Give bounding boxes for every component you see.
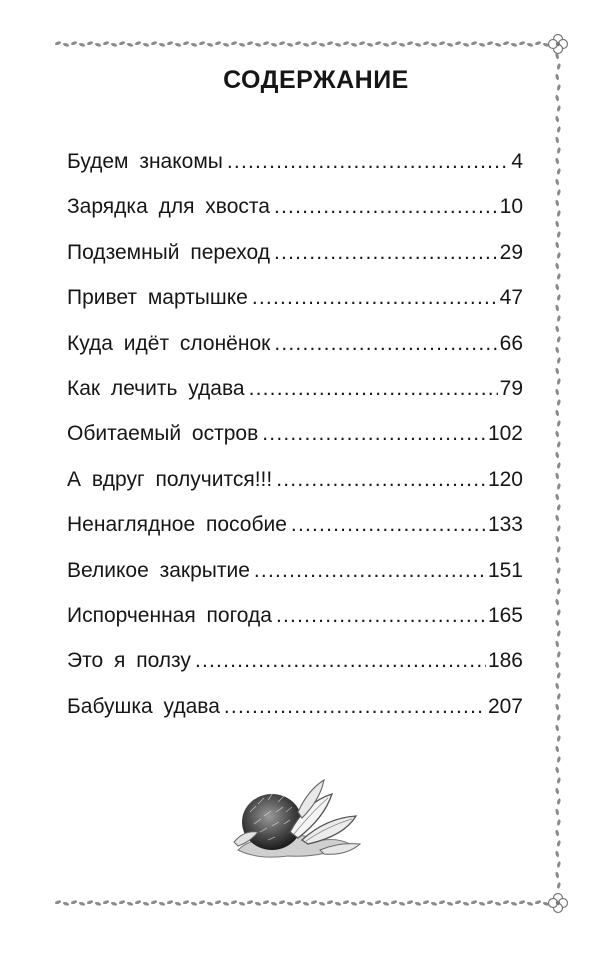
toc-entry [67,599,523,644]
toc-entry [67,644,523,689]
corner-flower-top-right-icon [549,35,568,54]
toc-entry [67,417,523,462]
toc-entry-title: Это я ползу [67,649,191,673]
toc-entry-title: Подземный переход [67,240,271,264]
toc-entry-title: Бабушка удава [67,694,220,718]
toc-entry-title: Куда идёт слонёнок [67,331,271,355]
toc-entry [67,372,523,417]
corner-flower-bottom-right-icon [549,894,568,913]
toc-entry-title: Будем знакомы [67,150,223,173]
dot-leader [276,599,486,633]
toc-entry-page-number: 79 [499,376,523,400]
dot-leader [254,554,486,588]
dot-leader [195,644,486,678]
toc-entry-page-number: 151 [487,558,523,582]
page-title: СОДЕРЖАНИЕ [223,66,409,94]
hedgehog-in-leaves-illustration [228,772,364,864]
toc-entry-title: Великое закрытие [67,558,250,582]
toc-entry-title: Зарядка для хвоста [67,195,270,219]
toc-entry-page-number: 4 [511,150,523,173]
toc-entry-page-number: 47 [499,286,523,310]
table-of-contents [67,145,523,735]
toc-entry-page-number: 29 [499,240,523,264]
toc-entry-page-number: 133 [487,513,523,537]
toc-entry [67,508,523,553]
dot-leader [274,236,498,270]
toc-entry-page-number: 120 [487,467,523,491]
toc-entry-page-number: 165 [487,603,523,627]
dot-leader [227,145,509,179]
toc-entry [67,145,523,190]
toc-entry [67,236,523,281]
toc-entry-page-number: 10 [499,195,523,219]
dot-leader [249,372,498,406]
toc-entry-title: Как лечить удава [67,376,245,400]
toc-entry-page-number: 102 [487,422,523,446]
toc-entry-title: Обитаемый остров [67,422,259,446]
toc-entry-title: А вдруг получится!!! [67,467,273,491]
dot-leader [274,190,498,224]
dot-leader [224,690,486,724]
toc-entry-title: Ненаглядное пособие [67,513,287,537]
dot-leader [276,463,486,497]
toc-entry-title: Привет мартышке [67,286,248,310]
toc-entry [67,690,523,735]
dot-leader [252,281,498,315]
toc-entry [67,190,523,235]
toc-entry [67,281,523,326]
toc-entry-page-number: 207 [487,694,523,718]
toc-entry [67,327,523,372]
toc-entry-page-number: 186 [487,649,523,673]
toc-entry [67,554,523,599]
toc-entry [67,463,523,508]
dot-leader [274,327,497,361]
dot-leader [262,417,486,451]
toc-entry-title: Испорченная погода [67,603,272,627]
dot-leader [291,508,486,542]
toc-entry-page-number: 66 [499,331,523,355]
